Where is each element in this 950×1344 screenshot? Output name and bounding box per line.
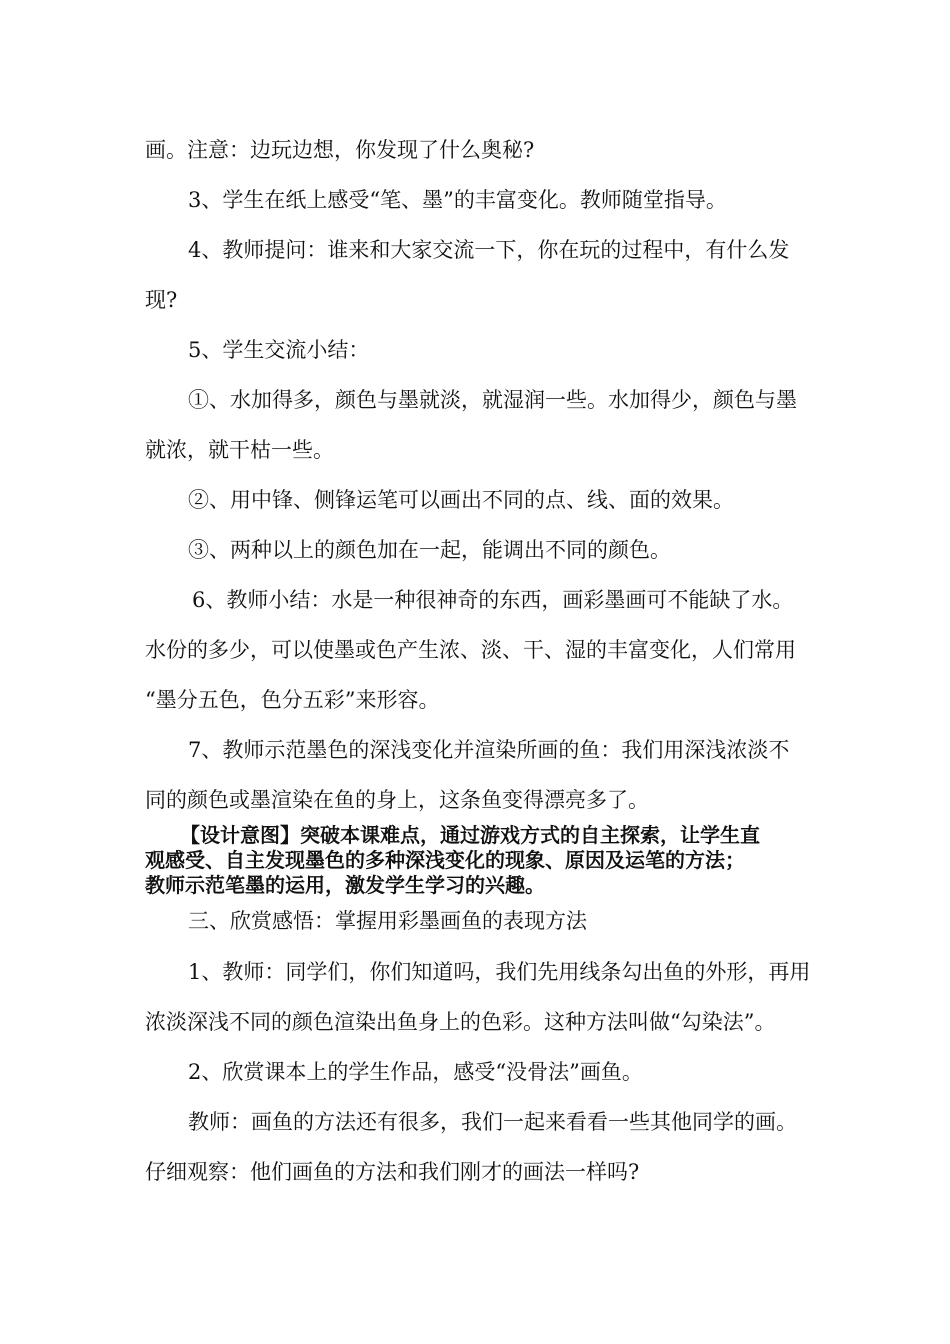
text-line: ③、两种以上的颜色加在一起，能调出不同的颜色。 [188, 538, 671, 562]
text-line: 7、教师示范墨色的深浅变化并渲染所画的鱼：我们用深浅浓淡不 [188, 738, 790, 762]
text-line: 5、学生交流小结： [188, 338, 370, 362]
text-line: 3、学生在纸上感受“笔、墨”的丰富变化。教师随堂指导。 [188, 188, 727, 212]
text-line: 就浓，就干枯一些。 [145, 438, 334, 462]
text-line: 教师：画鱼的方法还有很多，我们一起来看看一些其他同学的画。 [188, 1110, 797, 1134]
text-line: ①、水加得多，颜色与墨就淡，就湿润一些。水加得少，颜色与墨 [188, 388, 797, 412]
text-line: 4、教师提问：谁来和大家交流一下，你在玩的过程中，有什么发 [188, 238, 790, 262]
text-line: 现? [145, 288, 178, 312]
text-line: 水份的多少，可以使墨或色产生浓、淡、干、湿的丰富变化，人们常用 [145, 638, 796, 662]
text-line: 画。注意：边玩边想，你发现了什么奥秘? [145, 138, 535, 162]
text-line: 2、欣赏课本上的学生作品，感受“没骨法”画鱼。 [188, 1060, 643, 1084]
text-line: 仔细观察：他们画鱼的方法和我们刚才的画法一样吗? [145, 1160, 640, 1184]
text-line: 浓淡深浅不同的颜色渲染出鱼身上的色彩。这种方法叫做“勾染法”。 [145, 1010, 776, 1034]
text-line: 1、教师：同学们，你们知道吗，我们先用线条勾出鱼的外形，再用 [188, 960, 811, 984]
design-intent-line: 教师示范笔墨的运用，激发学生学习的兴趣。 [145, 873, 545, 897]
text-line: 6、教师小结：水是一种很神奇的东西，画彩墨画可不能缺了水。 [192, 588, 794, 612]
design-intent-line: 【设计意图】突破本课难点，通过游戏方式的自主探索，让学生直 [180, 823, 760, 847]
text-line: “墨分五色，色分五彩”来形容。 [145, 688, 440, 712]
text-line: 同的颜色或墨渲染在鱼的身上，这条鱼变得漂亮多了。 [145, 788, 649, 812]
text-line: ②、用中锋、侧锋运笔可以画出不同的点、线、面的效果。 [188, 488, 734, 512]
section-heading: 三、欣赏感悟：掌握用彩墨画鱼的表现方法 [188, 909, 587, 933]
design-intent-line: 观感受、自主发现墨色的多种深浅变化的现象、原因及运笔的方法； [145, 848, 745, 872]
